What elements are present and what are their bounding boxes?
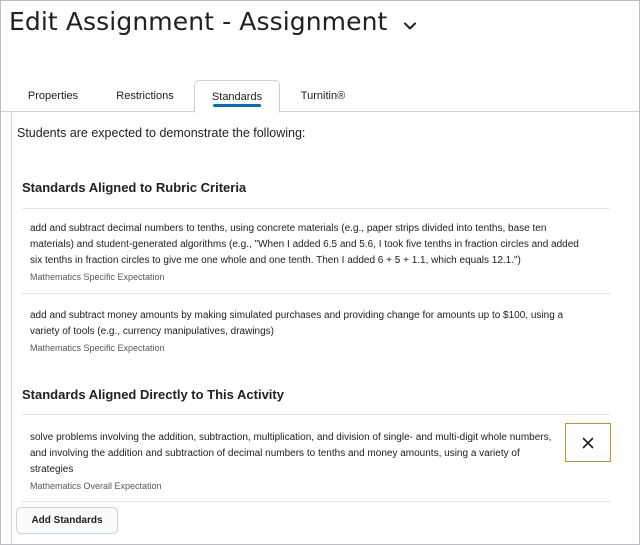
standard-type: Mathematics Overall Expectation: [30, 481, 162, 491]
standard-item: [30, 430, 555, 491]
standards-panel: [11, 112, 639, 544]
standard-text: solve problems involving the addition, subtraction, multiplication, and division of single- and multi-digit whole numbers, and involving the addition and subtraction of decimal numbers to tenths and money amounts, using a variety of strategies: [30, 432, 552, 475]
standard-item: [30, 221, 590, 282]
tab-standards[interactable]: [194, 80, 280, 113]
add-standards-button[interactable]: Add Standards: [16, 507, 118, 534]
tab-label: Standards: [211, 90, 263, 103]
intro-text: Students are expected to demonstrate the following:: [17, 126, 306, 140]
tab-properties[interactable]: [11, 80, 95, 112]
divider: [22, 293, 610, 294]
tab-label: Properties: [27, 90, 79, 102]
tab-bar: [1, 80, 639, 112]
chevron-down-icon[interactable]: [403, 19, 417, 33]
activity-section-title: Standards Aligned Directly to This Activity: [22, 387, 284, 402]
divider: [22, 501, 610, 502]
tab-label: Turnitin®: [300, 90, 346, 102]
page-title-row: [9, 7, 417, 36]
rubric-section-title: Standards Aligned to Rubric Criteria: [22, 180, 247, 195]
standard-item: [30, 308, 590, 353]
standard-type: Mathematics Specific Expectation: [30, 272, 165, 282]
page-title: Edit Assignment - Assignment: [9, 7, 388, 36]
standard-type: Mathematics Specific Expectation: [30, 343, 165, 353]
standard-text: add and subtract money amounts by making simulated purchases and providing change for amounts up to $100, using a variety of tools (e.g., currency manipulatives, drawings): [30, 310, 564, 337]
active-tab-indicator: [213, 104, 261, 107]
tab-turnitin[interactable]: [287, 80, 359, 112]
standard-text: add and subtract decimal numbers to tenths, using concrete materials (e.g., paper strips divided into tenths, base ten materials) and student-generated algorithms (e.g., "When I added 6.5 and 5.6, I took five tenths in fraction circles and added six tenths in fraction circles to give me one whole and one tenth. Then I added 6 + 5 + 1.1, which equals 12.1."): [30, 223, 579, 266]
tab-restrictions[interactable]: [103, 80, 187, 112]
divider: [22, 414, 610, 415]
close-icon: [582, 437, 594, 449]
divider: [22, 208, 610, 209]
tab-label: Restrictions: [116, 90, 174, 102]
remove-standard-button[interactable]: [565, 423, 611, 462]
